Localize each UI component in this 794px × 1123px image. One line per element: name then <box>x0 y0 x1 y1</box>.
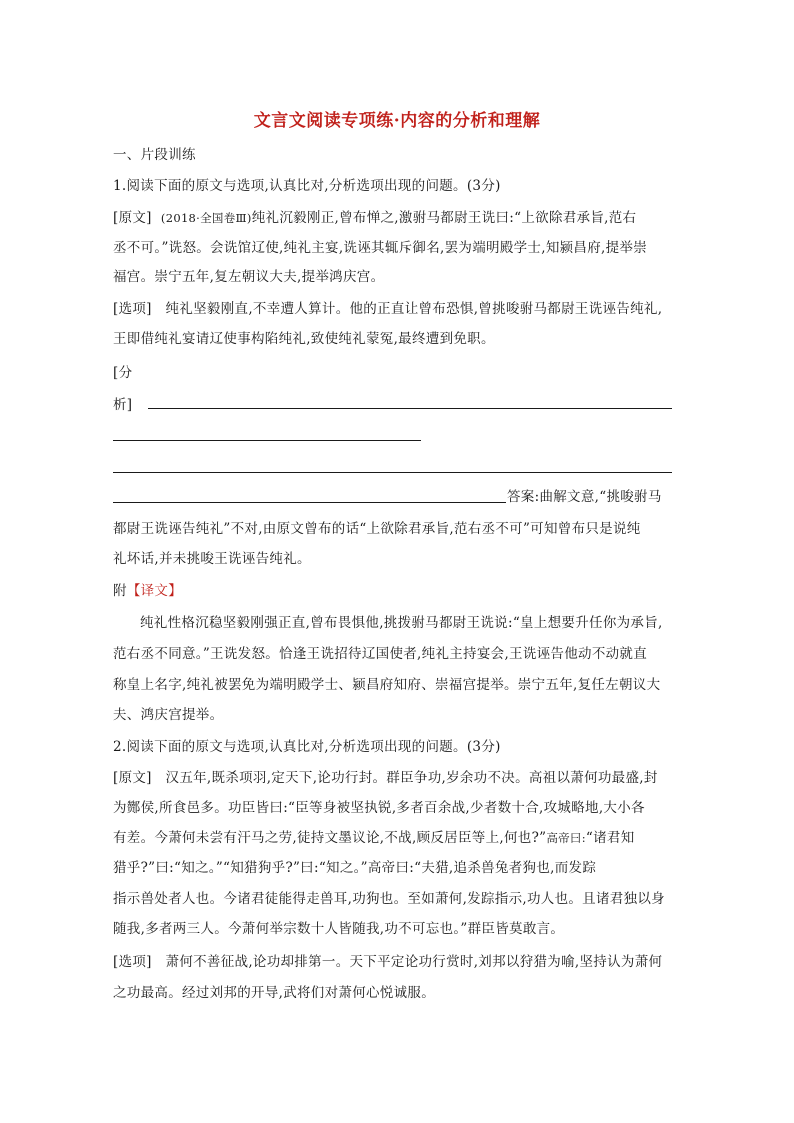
q1-option-label: [选项] <box>113 301 152 317</box>
q1-translation-line-1: 纯礼性格沉稳坚毅刚强正直,曾布畏惧他,挑拨驸马都尉王诜说:“皇上想要升任你为承旨, <box>140 615 663 631</box>
q2-original-line-5: 指示兽处者人也。今诸君徒能得走兽耳,功狗也。至如萧何,发踪指示,功人也。且诸君独以身 <box>113 891 665 907</box>
q2-option-text-1: 萧何不善征战,论功却排第一。天下平定论功行赏时,刘邦以狩猎为喻,坚持认为萧何 <box>165 954 663 970</box>
q2-option-line-2: 之功最高。经过刘邦的开导,武将们对萧何心悦诚服。 <box>113 985 435 1001</box>
q2-original-text-3b: 高帝曰: <box>546 831 586 845</box>
q1-original-source: (2018·全国卷Ⅲ) <box>160 211 252 225</box>
q2-original-line-3 <box>113 829 635 847</box>
q2-stem: 2.阅读下面的原文与选项,认真比对,分析选项出现的问题。(3分) <box>113 739 501 755</box>
page-title: 文言文阅读专项练·内容的分析和理解 <box>253 111 541 131</box>
q1-option-text-1: 纯礼坚毅刚直,不幸遭人算计。他的正直让曾布恐惧,曾挑唆驸马都尉王诜诬告纯礼, <box>165 301 663 317</box>
q1-translation-line-3: 称皇上名字,纯礼被罢免为端明殿学士、颍昌府知府、崇福宫提举。崇宁五年,复任左朝议大 <box>113 677 661 693</box>
q2-original-text-1: 汉五年,既杀项羽,定天下,论功行封。群臣争功,岁余功不决。高祖以萧何功最盛,封 <box>165 770 658 786</box>
q1-original-line-2: 丞不可。”诜怒。会诜馆辽使,纯礼主宴,诜诬其辄斥御名,罢为端明殿学士,知颍昌府,提举崇 <box>113 240 648 256</box>
q2-original-label: [原文] <box>113 770 152 786</box>
q1-stem: 1.阅读下面的原文与选项,认真比对,分析选项出现的问题。(3分) <box>113 178 501 194</box>
q1-original-line-3: 福宫。崇宁五年,复左朝议大夫,提举鸿庆宫。 <box>113 269 385 285</box>
section-heading: 一、片段训练 <box>113 147 196 163</box>
q1-option-line-2: 王即借纯礼宴请辽使事构陷纯礼,致使纯礼蒙冤,最终遭到免职。 <box>113 331 495 347</box>
q2-original-line-2: 为酂侯,所食邑多。功臣皆曰:“臣等身被坚执锐,多者百余战,少者数十合,攻城略地,大小各 <box>113 800 645 816</box>
translation-label: 【译文】 <box>126 583 183 599</box>
q1-translation-line-2: 范右丞不同意。”王诜发怒。恰逢王诜招待辽国使者,纯礼主持宴会,王诜诬告他动不动就直 <box>113 646 648 662</box>
q1-translation-line-4: 夫、鸿庆宫提举。 <box>113 707 224 723</box>
answer-blank-line-4 <box>113 502 506 503</box>
answer-blank-line-2 <box>113 440 421 441</box>
q1-analysis-label-1: [分 <box>113 365 133 381</box>
q2-original-line-6: 随我,多者两三人。今萧何举宗数十人皆随我,功不可忘也。”群臣皆莫敢言。 <box>113 921 565 937</box>
q1-appendix-heading <box>113 582 182 600</box>
q1-original-line-1 <box>113 209 636 227</box>
q1-answer-line-1: 答案:曲解文意,“挑唆驸马 <box>507 489 662 505</box>
q2-original-line-4: 猎乎?”曰:“知之。”“知猎狗乎?”曰:“知之。”高帝曰:“夫猎,追杀兽兔者狗也,而发踪 <box>113 860 597 876</box>
q2-original-line-1 <box>113 769 658 787</box>
q2-original-text-3a: 有差。今萧何未尝有汗马之劳,徒持文墨议论,不战,顾反居臣等上,何也?” <box>113 830 547 846</box>
q2-option-line-1 <box>113 953 662 971</box>
q2-option-label: [选项] <box>113 954 152 970</box>
q1-analysis-label-2: 析] <box>113 397 133 413</box>
q1-option-line-1 <box>113 300 662 318</box>
appendix-prefix: 附 <box>113 583 127 599</box>
answer-blank-line-3 <box>113 472 672 473</box>
q2-original-text-3c: “诸君知 <box>585 830 635 846</box>
q1-original-label: [原文] <box>113 210 152 226</box>
q1-original-text-1: 纯礼沉毅刚正,曾布惮之,激驸马都尉王诜曰:“上欲除君承旨,范右 <box>251 210 637 226</box>
q1-answer-line-3: 礼坏话,并未挑唆王诜诬告纯礼。 <box>113 551 311 567</box>
answer-blank-line-1 <box>148 408 672 409</box>
q1-answer-line-2: 都尉王诜诬告纯礼”不对,由原文曾布的话“上欲除君承旨,范右丞不可”可知曾布只是说纯 <box>113 521 641 537</box>
